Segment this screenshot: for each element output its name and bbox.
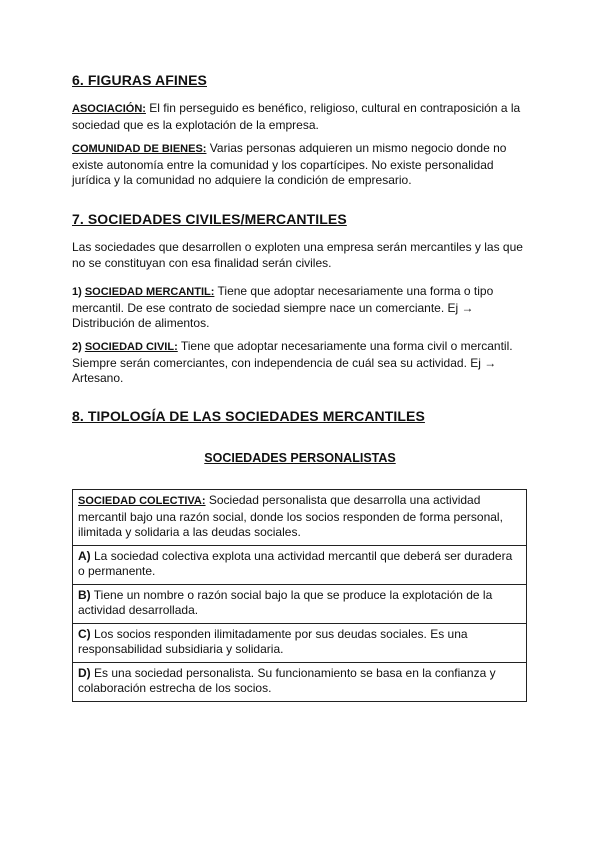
- sociedad-mercantil-text: Tiene que adoptar necesariamente una forma o tipo mercantil. De ese contrato de sociedad siempre nace un comerciante. Ej → Distribución de alimentos.: [72, 284, 494, 330]
- table-row: [73, 584, 527, 623]
- row-text: La sociedad colectiva explota una actividad mercantil que deberá ser duradera o permanente.: [78, 548, 513, 578]
- table-row: [73, 623, 527, 662]
- row-label: B): [78, 587, 91, 602]
- table-cell: [73, 623, 527, 662]
- row-label: D): [78, 665, 91, 680]
- asociacion-text: El fin perseguido es benéfico, religioso, cultural en contraposición a la sociedad que es la explotación de la empresa.: [72, 101, 521, 132]
- item-1-number: 1): [72, 286, 85, 298]
- sociedad-civil-text: Tiene que adoptar necesariamente una forma civil o mercantil. Siempre serán comerciantes, con independencia de cuál sea su actividad. Ej → Artesano.: [72, 339, 513, 385]
- section-8-heading: 8. TIPOLOGÍA DE LAS SOCIEDADES MERCANTILES: [72, 408, 425, 424]
- comunidad-term: COMUNIDAD DE BIENES:: [72, 143, 207, 155]
- sociedad-colectiva-term: SOCIEDAD COLECTIVA:: [78, 495, 206, 507]
- row-label: C): [78, 626, 91, 641]
- table-row: [73, 490, 527, 546]
- table-row: [73, 662, 527, 701]
- sociedad-colectiva-text: Sociedad personalista que desarrolla una actividad mercantil bajo una razón social, donde los socios responden de forma personal, ilimitada y solidaria a las deudas sociales.: [78, 493, 503, 539]
- section-7-intro: Las sociedades que desarrollen o exploten una empresa serán mercantiles y las que no se constituyan con esa finalidad serán civiles.: [72, 240, 523, 270]
- row-text: Es una sociedad personalista. Su funcionamiento se basa en la confianza y colaboración estrecha de los socios.: [78, 665, 496, 695]
- sociedad-colectiva-definition: [73, 490, 527, 546]
- table-cell: [73, 662, 527, 701]
- sociedad-civil-term: SOCIEDAD CIVIL:: [84, 341, 178, 353]
- table-row: [73, 545, 527, 584]
- row-text: Tiene un nombre o razón social bajo la que se produce la explotación de la actividad desarrollada.: [78, 587, 493, 617]
- table-cell: [73, 584, 527, 623]
- item-2-number: 2): [72, 341, 85, 353]
- sociedad-mercantil-term: SOCIEDAD MERCANTIL:: [84, 286, 215, 298]
- sociedad-colectiva-table: [72, 489, 527, 702]
- section-7-heading: 7. SOCIEDADES CIVILES/MERCANTILES: [72, 211, 347, 227]
- section-6-heading: 6. FIGURAS AFINES: [72, 72, 207, 88]
- row-text: Los socios responden ilimitadamente por sus deudas sociales. Es una responsabilidad subsidiaria y solidaria.: [78, 626, 468, 656]
- sociedades-personalistas-title: SOCIEDADES PERSONALISTAS: [204, 451, 396, 465]
- asociacion-term: ASOCIACIÓN:: [72, 103, 146, 115]
- sociedad-mercantil-paragraph: [72, 284, 528, 332]
- asociacion-paragraph: [72, 101, 528, 133]
- row-label: A): [78, 548, 91, 563]
- table-cell: [73, 545, 527, 584]
- comunidad-paragraph: [72, 141, 528, 189]
- comunidad-text: Varias personas adquieren un mismo negocio donde no existe autonomía entre la comunidad y los copartícipes. No existe personalidad jurídica y la comunidad no adquiere la condición de empresario.: [72, 141, 507, 187]
- sociedad-civil-paragraph: [72, 339, 528, 387]
